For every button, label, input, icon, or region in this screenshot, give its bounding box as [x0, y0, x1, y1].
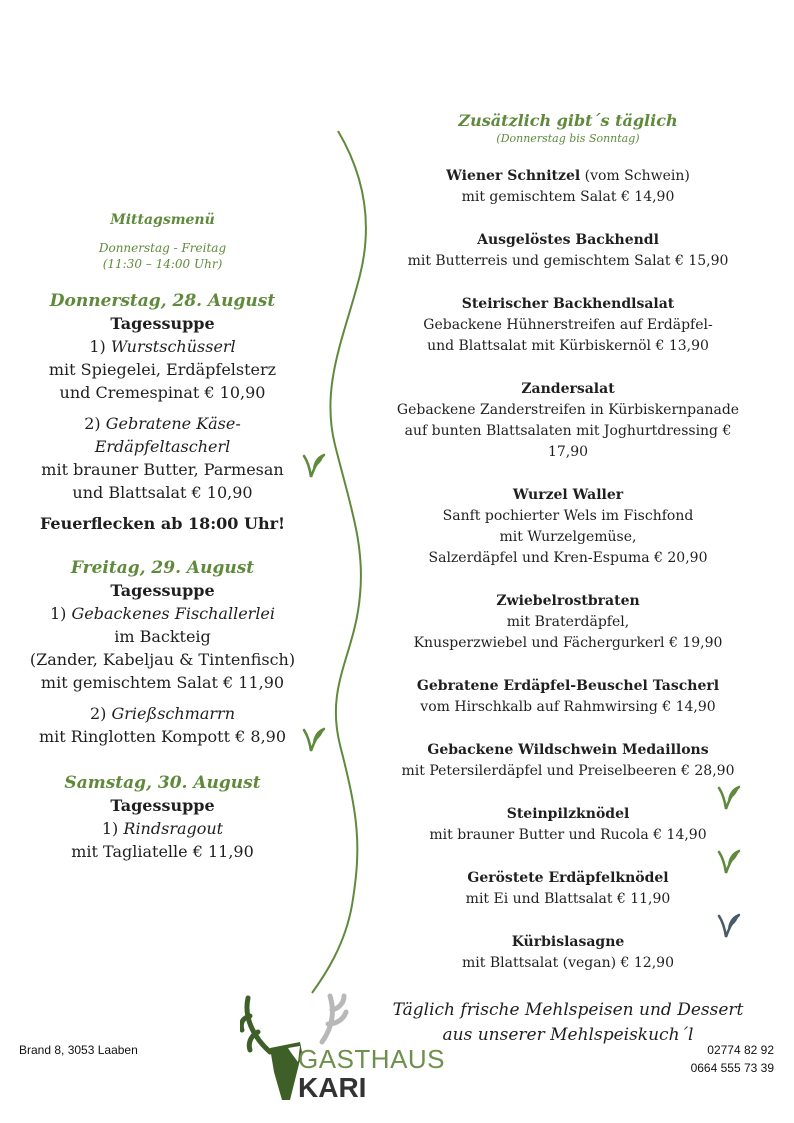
soup-label: Tagessuppe: [110, 581, 215, 600]
menu-item-description: vom Hirschkalb auf Rahmwirsing € 14,90: [420, 699, 716, 715]
dish-line: mit Ringlotten Kompott € 8,90: [38, 727, 287, 746]
menu-item-title: [388, 804, 748, 825]
menu-item-name: Zandersalat: [521, 381, 615, 397]
menu-item-description: mit Blattsalat (vegan) € 12,90: [462, 955, 674, 971]
dish-line: und Blattsalat € 10,90: [72, 483, 253, 502]
menu-item-description: Gebackene Hühnerstreifen auf Erdäpfel-: [423, 317, 713, 333]
wavy-divider: [300, 125, 390, 995]
phone-mobile: 0664 555 73 39: [690, 1061, 774, 1075]
vegetarian-leaf-icon: [715, 846, 741, 876]
menu-item-description: Knusperzwiebel und Fächergurkerl € 19,90: [413, 635, 723, 651]
menu-item: [388, 485, 748, 569]
dish-line: mit brauner Butter, Parmesan: [41, 460, 284, 479]
dish-name: Gebackenes Fischallerlei: [71, 604, 276, 623]
menu-item-description: mit brauner Butter und Rucola € 14,90: [429, 827, 707, 843]
menu-item-title: [388, 485, 748, 506]
vegan-leaf-icon: [715, 910, 741, 940]
menu-item-name: Kürbislasagne: [511, 934, 625, 950]
menu-item: [388, 932, 748, 974]
menu-item: [388, 740, 748, 782]
menu-item-name: Steirischer Backhendlsalat: [461, 296, 675, 312]
menu-item-title: [388, 379, 748, 400]
menu-item-name: Steinpilzknödel: [506, 806, 630, 822]
menu-item-name-suffix: (vom Schwein): [580, 168, 690, 184]
menu-item: [388, 591, 748, 654]
phone-landline: 02774 82 92: [707, 1043, 774, 1057]
dish-line: mit Spiegelei, Erdäpfelsterz: [48, 360, 277, 379]
menu-item-description: mit Ei und Blattsalat € 11,90: [465, 891, 671, 907]
dish-line: 2) Grießschmarrn: [89, 704, 235, 723]
menu-item-title: [388, 676, 748, 697]
menu-item-name: Ausgelöstes Backhendl: [477, 232, 659, 248]
menu-item-title: [388, 932, 748, 953]
menu-item-title: [388, 740, 748, 761]
dish-name: Rindsragout: [123, 819, 224, 838]
menu-item-name: Gebratene Erdäpfel-Beuschel Tascherl: [416, 678, 720, 694]
menu-item-title: [388, 166, 748, 187]
soup-label: Tagessuppe: [110, 796, 215, 815]
menu-item-description: mit Braterdäpfel,: [506, 614, 630, 630]
dish-line: mit Tagliatelle € 11,90: [71, 842, 254, 861]
vegetarian-leaf-icon: [715, 782, 741, 812]
logo-text-gasthaus: GASTHAUS: [298, 1044, 446, 1074]
menu-item-description: Salzerdäpfel und Kren-Espuma € 20,90: [428, 550, 708, 566]
menu-item: [388, 379, 748, 463]
dish-line: mit gemischtem Salat € 11,90: [40, 673, 285, 692]
lunch-time: (11:30 – 14:00 Uhr): [102, 257, 223, 271]
menu-item: [388, 230, 748, 272]
logo-text-kari: KARI: [298, 1072, 367, 1103]
menu-item-name: Wurzel Waller: [512, 487, 624, 503]
dish-line: und Cremespinat € 10,90: [59, 383, 266, 402]
menu-item-name: Gebackene Wildschwein Medaillons: [427, 742, 709, 758]
day-heading: Samstag, 30. August: [64, 773, 261, 793]
closing-note: Täglich frische Mehlspeisen und Dessert aus unserer Mehlspeiskuch´l: [392, 1000, 744, 1045]
menu-item-description: mit Petersilerdäpfel und Preiselbeeren € 28,90: [401, 763, 735, 779]
dish-name: Gebratene Käse-Erdäpfeltascherl: [94, 414, 241, 456]
menu-item-description: auf bunten Blattsalaten mit Joghurtdressing € 17,90: [404, 423, 732, 460]
lunch-days: Donnerstag - Freitag: [98, 241, 227, 255]
dish-line: im Backteig: [114, 627, 211, 646]
lunch-menu-title: Mittagsmenü: [110, 212, 215, 228]
day-heading: Donnerstag, 28. August: [49, 291, 276, 311]
menu-item-description: mit Wurzelgemüse,: [499, 529, 637, 545]
dish-name: Wurstschüsserl: [110, 337, 236, 356]
dish-line: (Zander, Kabeljau & Tintenfisch): [29, 650, 296, 669]
menu-item: [388, 676, 748, 718]
lunch-menu: [20, 212, 305, 863]
daily-menu-subtitle: (Donnerstag bis Sonntag): [496, 132, 640, 145]
dish-line: 1) Gebackenes Fischallerlei: [49, 604, 276, 623]
day-heading: Freitag, 29. August: [70, 558, 255, 578]
menu-item: [388, 166, 748, 208]
menu-item-name: Wiener Schnitzel: [446, 168, 581, 184]
address: Brand 8, 3053 Laaben: [19, 1043, 138, 1057]
menu-item-title: [388, 230, 748, 251]
menu-item-name: Zwiebelrostbraten: [496, 593, 640, 609]
menu-item: [388, 294, 748, 357]
phone-numbers: [691, 1041, 774, 1077]
gasthaus-logo: [240, 992, 460, 1104]
menu-item: [388, 868, 748, 910]
dish-line: 1) Rindsragout: [101, 819, 224, 838]
vegetarian-leaf-icon: [300, 450, 326, 480]
menu-item-description: Sanft pochierter Wels im Fischfond: [442, 508, 694, 524]
menu-item-description: mit Butterreis und gemischtem Salat € 15,90: [407, 253, 729, 269]
dish-name: Grießschmarrn: [111, 704, 235, 723]
soup-label: Tagessuppe: [110, 314, 215, 333]
special-note: Feuerflecken ab 18:00 Uhr!: [39, 514, 286, 533]
dish-line: 1) Wurstschüsserl: [89, 337, 236, 356]
menu-item: [388, 804, 748, 846]
vegetarian-leaf-icon: [300, 724, 326, 754]
menu-item-title: [388, 591, 748, 612]
menu-item-description: mit gemischtem Salat € 14,90: [461, 189, 675, 205]
menu-item-name: Geröstete Erdäpfelknödel: [467, 870, 669, 886]
daily-menu-title: Zusätzlich gibt´s täglich: [458, 111, 678, 130]
menu-item-description: und Blattsalat mit Kürbiskernöl € 13,90: [427, 338, 709, 354]
menu-item-title: [388, 868, 748, 889]
daily-menu: [388, 110, 748, 1048]
menu-item-description: Gebackene Zanderstreifen in Kürbiskernpanade: [396, 402, 740, 418]
dish-line: 2) Gebratene Käse-Erdäpfeltascherl: [84, 414, 241, 456]
menu-item-title: [388, 294, 748, 315]
